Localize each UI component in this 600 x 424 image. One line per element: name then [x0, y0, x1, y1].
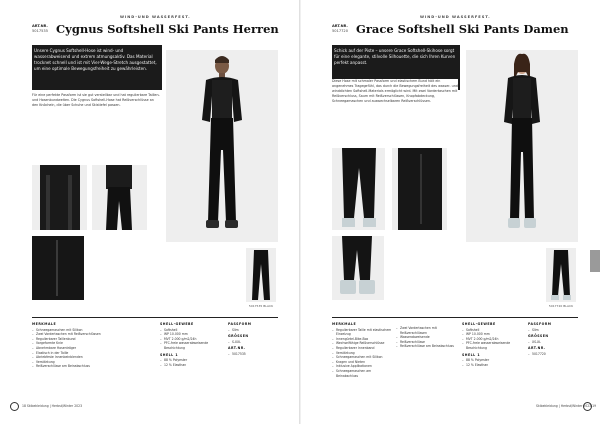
right-shell-heading: SHELL-GEWEBE	[462, 322, 496, 326]
right-body-text: Diese Hose mit schmaler Passform und elastischem Bund hält ein angenehmes Tragegefühl, das durch die Bewegungsfreiheit des wasser- und winddichten Softshell-Materials ermöglicht wird. Mit zwei Vordertaschen mit Reißverschluss, Saum mit Reißverschlüssen, Knopfabdeckung, Schneegamaschen und auswechselbaren Reißverschlüssen.	[332, 79, 458, 103]
list-item: – Verstärkung	[332, 351, 394, 356]
right-spec-rule	[332, 317, 578, 318]
right-shell-block	[462, 322, 522, 367]
list-item: – Verstärkung	[32, 360, 132, 365]
list-item: – Regulierbarer Innenband	[332, 346, 394, 351]
right-art-label: ART.NR.	[332, 24, 348, 28]
list-item: – Slim	[228, 328, 278, 333]
left-spec-rule	[32, 317, 278, 318]
right-footer: Skibekleidung | Herbst/Winter 2023 19	[536, 404, 597, 408]
right-page	[300, 0, 600, 424]
list-item: – Abnehmbare Hosenträger	[32, 346, 132, 351]
list-item: – XS-XL	[528, 340, 578, 345]
detail-leg-illustration	[32, 236, 84, 300]
left-shell-heading: SHELL-GEWEBE	[160, 322, 194, 326]
left-shell2-heading: SHELL 1	[160, 352, 179, 357]
pants-cutout-illustration	[246, 248, 276, 302]
left-product-title: Cygnus Softshell Ski Pants Herren	[56, 22, 279, 36]
left-detail-photo-1	[32, 165, 87, 230]
list-item: – Schneegamaschen mit Silikon	[32, 328, 132, 333]
list-item: – Zwei Vordertaschen mit Reißverschlüssen	[32, 332, 132, 337]
list-item: – Softshell	[462, 328, 522, 333]
right-features-block	[332, 322, 394, 378]
right-detail-photo-2	[392, 148, 447, 230]
list-item: – Inklusive Applikationen	[332, 364, 394, 369]
list-item: – 88 % Polyester	[462, 358, 522, 363]
detail-boots-illustration	[332, 236, 384, 300]
list-item: – Slim	[528, 328, 578, 333]
list-item: – 12 % Elasthan	[160, 363, 220, 368]
list-item: – PFC-freie wasserabweisende Beschichtung	[462, 341, 522, 350]
list-item: – Schneegamaschen mit Silikon	[332, 355, 394, 360]
list-item: – Vorgeformte Knie	[32, 341, 132, 346]
detail-back-illustration	[92, 165, 147, 230]
section-tab	[590, 250, 600, 272]
man-model-illustration	[166, 50, 278, 242]
right-features-heading: MERKMALE	[332, 322, 357, 326]
right-size-heading: GRÖSSEN	[528, 334, 549, 339]
list-item: – PFC-freie wasserabweisende Beschichtung	[160, 341, 220, 350]
list-item: – Zwei Vordertaschen mit Reißverschlüssen	[396, 326, 458, 335]
right-shell2-heading: SHELL 1	[462, 352, 481, 357]
list-item: – 5017535	[228, 352, 278, 357]
detail-torso-illustration	[32, 165, 87, 230]
right-fit-heading: PASSFORM	[528, 322, 552, 326]
list-item: – MVT 2.000 g/m2/24h	[462, 337, 522, 342]
left-body-text: Für eine perfekte Passform ist sie gut verstellbar und hat regulierbare Taillen- und Hosenbundweiten. Die Cygnus Softshell-Hose hat Reißverschlüsse an den Knöcheln, die über Schuhe und Skistiefel passen.	[32, 93, 160, 107]
right-detail-photo-3	[332, 236, 384, 300]
list-item: – Regulierbarer Taille mit elastischem Einzelzug	[332, 328, 394, 337]
pants-cutout-illustration	[546, 248, 576, 302]
right-features-block-2	[396, 326, 458, 349]
brand-logo-icon	[10, 402, 19, 411]
left-hero-photo	[166, 50, 278, 242]
left-fit-block	[228, 322, 278, 357]
detail-hip-illustration	[392, 148, 447, 230]
right-art-number: 5017720	[332, 29, 349, 33]
list-item: – 5017720	[528, 352, 578, 357]
left-article-box	[32, 24, 54, 33]
left-intro-text: Unsere Cygnus Softshell-Hose ist wind- und wasserabweisend und extrem atmungsaktiv. Das Material trocknet schnell und ist mit Vier-Wege-Stretch ausgestattet, um eine optimale Bewegungsfreiheit zu gewährleisten.	[34, 48, 157, 71]
list-item: – Schneegamaschen am Beinabschluss	[332, 369, 394, 378]
left-features-heading: MERKMALE	[32, 322, 57, 326]
right-article-heading: ART.NR.	[528, 346, 546, 351]
brand-logo-icon	[583, 402, 592, 411]
left-detail-photo-3	[32, 236, 84, 300]
right-intro-text: Schick auf der Piste – unsere Grace Softshell-Skihose sorgt für eine elegante, stilvolle Silhouette, die sich Ihren Kurven perfekt anpasst.	[334, 48, 456, 65]
left-features-block	[32, 322, 132, 369]
list-item: – WP 10.000 mm	[462, 332, 522, 337]
detail-legs-illustration	[332, 148, 385, 230]
list-item: – 12 % Elasthan	[462, 363, 522, 368]
right-product-cutout	[546, 248, 576, 302]
list-item: – 88 % Polyester	[160, 358, 220, 363]
left-size-heading: GRÖSSEN	[228, 334, 249, 339]
right-hero-photo	[466, 50, 578, 242]
right-photo-caption: 5017720 BLACK	[548, 304, 574, 308]
left-tagline: WIND-UND WASSERFEST.	[120, 15, 191, 19]
list-item: – WP 10.000 mm	[160, 332, 220, 337]
list-item: – Reißverschlüsse am Beinabschluss	[32, 364, 132, 369]
left-shell-block	[160, 322, 220, 367]
left-footer: 18 Skibekleidung | Herbst/Winter 2023	[22, 404, 83, 408]
left-article-heading: ART.NR.	[228, 346, 246, 351]
woman-model-illustration	[466, 50, 578, 242]
right-tagline: WIND-UND WASSERFEST.	[420, 15, 491, 19]
right-article-box	[332, 24, 354, 33]
list-item: – Reißverschlüsse	[396, 340, 458, 345]
left-photo-caption: 5017535 BLACK	[248, 304, 274, 308]
list-item: – Abriebfeste Innenbeinblenden	[32, 355, 132, 360]
list-item: – S-XXL	[228, 340, 278, 345]
right-fit-block	[528, 322, 578, 357]
left-art-number: 5017535	[32, 29, 49, 33]
list-item: – Wechselfähige Reißverschlüsse	[332, 341, 394, 346]
list-item: – Reißverschlüsse am Beinabschluss	[396, 344, 458, 349]
list-item: – Elastisch in der Taille	[32, 351, 132, 356]
left-art-label: ART.NR.	[32, 24, 48, 28]
list-item: – MVT 2.000 g/m2/24h	[160, 337, 220, 342]
list-item: – Regulierbarer Taillenbund	[32, 337, 132, 342]
list-item: – Softshell	[160, 328, 220, 333]
left-product-cutout	[246, 248, 276, 302]
list-item: – Wasserabweisende	[396, 335, 458, 340]
left-detail-photo-2	[92, 165, 147, 230]
list-item: – Innengürtel-Bike-Box	[332, 337, 394, 342]
right-detail-photo-1	[332, 148, 385, 230]
left-fit-heading: PASSFORM	[228, 322, 252, 326]
list-item: – Kragen und Nieten	[332, 360, 394, 365]
right-product-title: Grace Softshell Ski Pants Damen	[356, 22, 569, 36]
